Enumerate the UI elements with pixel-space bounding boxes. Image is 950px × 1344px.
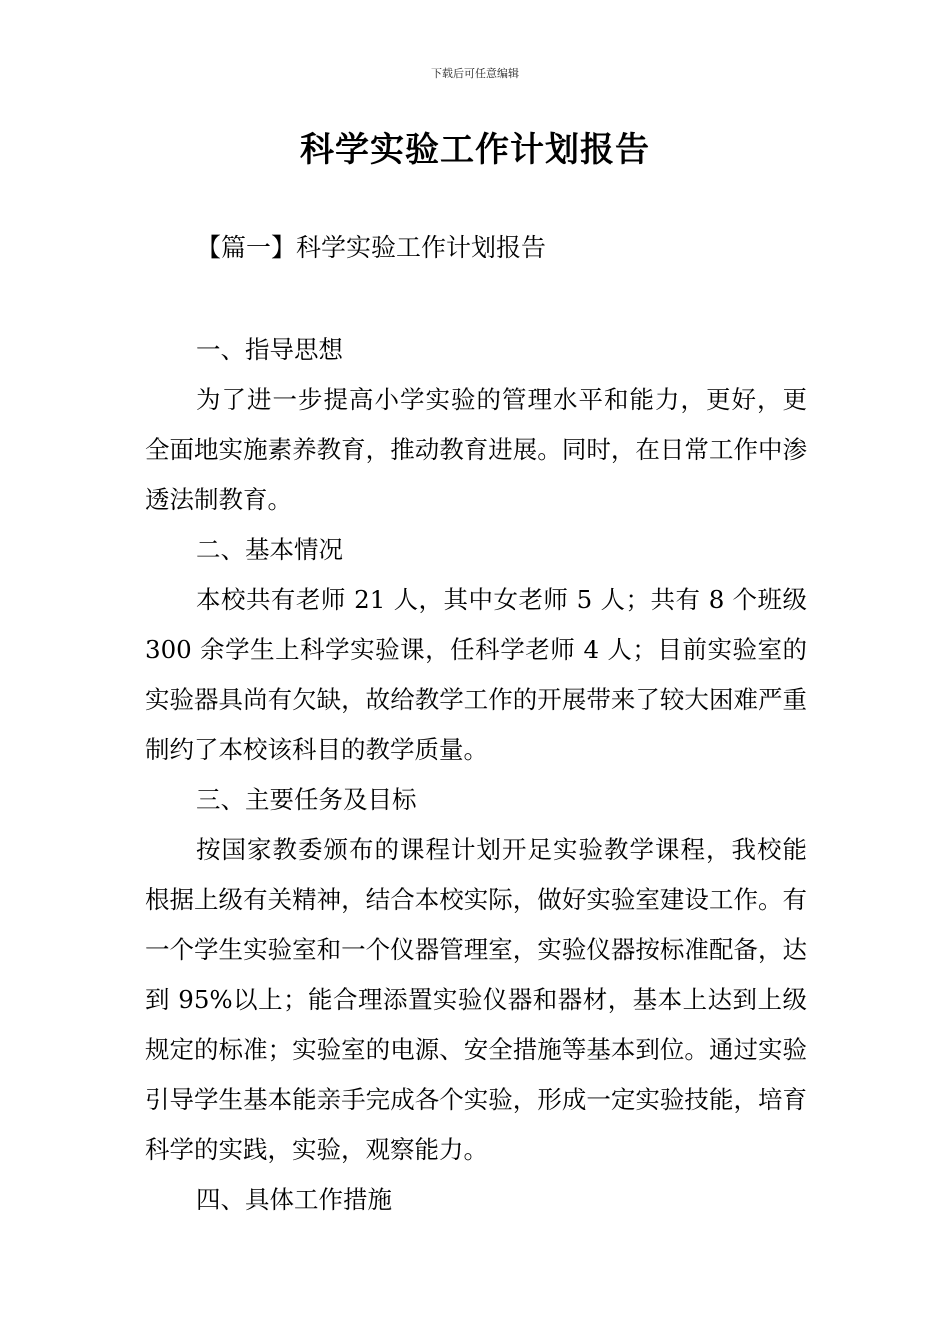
section-title: 【篇一】科学实验工作计划报告	[196, 233, 547, 262]
section-heading: 二、基本情况	[196, 535, 343, 564]
paragraph: 按国家教委颁布的课程计划开足实验教学课程，我校能根据上级有关精神，结合本校实际，做好实验室建设工作。有一个学生实验室和一个仪器管理室，实验仪器按标准配备，达到 95%以上；能合理添置实验仪器和器材，基本上达到上级规定的标准；实验室的电源、安全措施等基本到位。通过实验引导学生基本能亲手完成各个实验，形成一定实验技能，培育科学的实践，实验，观察能力。	[145, 835, 807, 1164]
page-title: 科学实验工作计划报告	[300, 130, 650, 170]
section-heading: 三、主要任务及目标	[196, 785, 417, 814]
document-body	[145, 325, 807, 1225]
section-heading: 一、指导思想	[196, 335, 343, 364]
header-note: 下载后可任意编辑	[431, 67, 519, 80]
paragraph: 为了进一步提高小学实验的管理水平和能力，更好，更全面地实施素养教育，推动教育进展。同时，在日常工作中渗透法制教育。	[145, 385, 807, 514]
paragraph: 本校共有老师 21 人，其中女老师 5 人；共有 8 个班级 300 余学生上科学实验课，任科学老师 4 人；目前实验室的实验器具尚有欠缺，故给教学工作的开展带来了较大困难严重制约了本校该科目的教学质量。	[145, 585, 807, 764]
section-heading: 四、具体工作措施	[196, 1185, 392, 1214]
